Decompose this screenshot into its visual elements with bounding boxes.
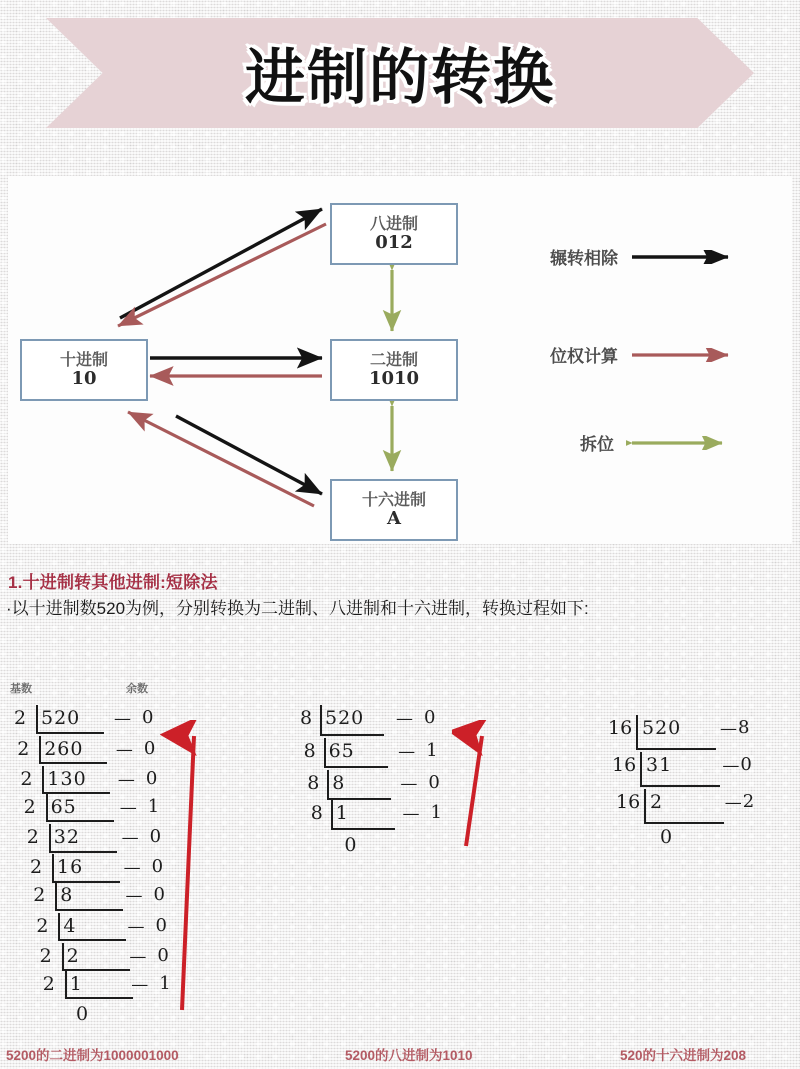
division-remainder: 0 xyxy=(155,914,167,936)
division-dash: — xyxy=(724,792,742,813)
legend-label: 拆位 xyxy=(580,435,614,455)
division-remainder: 0 xyxy=(428,771,440,793)
division-remainder: 2 xyxy=(742,790,755,812)
caption-binary-result: 5200的二进制为1000001000 xyxy=(6,1048,179,1063)
division-divisor: 16 xyxy=(608,717,633,740)
division-dash: — xyxy=(119,797,137,818)
division-dividend: 31 xyxy=(646,754,673,776)
node-label: 十进制 xyxy=(59,349,108,369)
diagram-node-hexadecimal[interactable] xyxy=(330,479,458,541)
division-dash: — xyxy=(396,709,413,730)
caption-hex-result: 520的十六进制为208 xyxy=(620,1048,747,1063)
division-remainder: 0 xyxy=(153,884,165,906)
division-divisor: 16 xyxy=(612,754,637,776)
division-dividend: 65 xyxy=(50,795,77,818)
legend-item-split-digits xyxy=(580,430,736,455)
division-dividend: 8 xyxy=(60,884,74,907)
legend-label: 辗转相除 xyxy=(550,249,618,269)
caption-octal-result: 5200的八进制为1010 xyxy=(345,1048,473,1063)
division-dividend: 130 xyxy=(47,767,87,790)
division-dividend: 8 xyxy=(332,771,346,794)
division-dash: — xyxy=(722,756,740,776)
division-dash: — xyxy=(720,719,737,740)
title-banner xyxy=(0,18,800,128)
legend-arrow-black-icon xyxy=(630,250,740,264)
column-label-base: 基数 xyxy=(10,683,32,695)
division-dividend: 4 xyxy=(63,914,77,937)
division-dividend: 520 xyxy=(325,707,365,730)
division-dash: — xyxy=(400,773,418,794)
legend-item-division xyxy=(550,244,740,269)
division-dividend: 520 xyxy=(642,717,682,740)
division-remainder: 0 xyxy=(424,707,436,729)
division-divisor: 2 xyxy=(17,737,30,760)
division-dividend: 2 xyxy=(650,790,664,813)
division-remainder: 1 xyxy=(430,801,442,823)
division-dash: — xyxy=(125,886,143,907)
legend-item-positional-weight xyxy=(550,342,740,367)
division-divisor: 8 xyxy=(307,771,320,794)
division-dash: — xyxy=(121,828,139,848)
red-up-arrow-base2-icon xyxy=(160,720,220,1020)
division-final-quotient: 0 xyxy=(344,834,357,856)
division-dividend: 16 xyxy=(57,856,84,879)
red-up-arrow-base8-icon xyxy=(452,720,512,860)
division-divisor: 2 xyxy=(20,767,33,790)
division-divisor: 2 xyxy=(26,826,39,848)
section-heading: 1.十进制转其他进制:短除法 xyxy=(8,573,218,592)
division-dash: — xyxy=(131,974,149,995)
division-remainder: 0 xyxy=(149,826,162,847)
division-dash: — xyxy=(114,709,131,730)
division-remainder: 0 xyxy=(142,707,154,729)
node-value: A xyxy=(387,507,401,529)
division-remainder: 0 xyxy=(740,754,752,775)
conversion-diagram-panel xyxy=(8,176,792,544)
division-divisor: 2 xyxy=(42,972,55,995)
division-dash: — xyxy=(115,739,133,760)
legend-arrow-green-double-icon xyxy=(626,436,736,450)
node-label: 二进制 xyxy=(369,349,418,369)
division-dividend: 260 xyxy=(44,737,84,760)
division-divisor: 8 xyxy=(300,707,313,730)
division-remainder: 0 xyxy=(143,737,156,759)
division-divisor: 2 xyxy=(23,795,36,818)
division-dash: — xyxy=(117,769,135,790)
division-dividend: 2 xyxy=(66,944,80,967)
page-title: 进制的转换 xyxy=(245,43,555,113)
diagram-node-decimal[interactable] xyxy=(20,339,148,401)
division-divisor: 8 xyxy=(303,739,316,762)
division-final-quotient: 0 xyxy=(76,1003,89,1025)
short-division-work-area xyxy=(0,700,800,1035)
division-divisor: 2 xyxy=(33,884,46,907)
node-value: 10 xyxy=(71,367,97,389)
division-dash: — xyxy=(127,916,145,937)
division-dividend: 32 xyxy=(53,826,80,848)
division-dash: — xyxy=(129,946,147,967)
diagram-node-octal[interactable] xyxy=(330,203,458,265)
division-dash: — xyxy=(402,803,420,824)
node-label: 十六进制 xyxy=(361,489,426,509)
division-remainder: 8 xyxy=(738,717,750,739)
division-divisor: 16 xyxy=(616,790,641,813)
division-remainder: 0 xyxy=(157,944,169,966)
division-dividend: 520 xyxy=(41,707,81,730)
division-remainder: 0 xyxy=(145,767,158,789)
legend-arrow-red-icon xyxy=(630,348,740,362)
division-divisor: 2 xyxy=(39,944,52,967)
division-remainder: 0 xyxy=(151,856,164,878)
division-dash: — xyxy=(123,858,141,879)
diagram-legend xyxy=(528,206,788,466)
node-label: 八进制 xyxy=(369,213,418,233)
division-dash: — xyxy=(398,741,416,762)
division-dividend: 1 xyxy=(69,972,83,995)
division-divisor: 2 xyxy=(14,707,27,730)
division-remainder: 1 xyxy=(426,739,438,761)
division-dividend: 1 xyxy=(335,801,349,824)
division-final-quotient: 0 xyxy=(660,826,673,848)
section-body-text: ·以十进制数520为例，分别转换为二进制、八进制和十六进制，转换过程如下: xyxy=(6,599,589,618)
division-divisor: 8 xyxy=(310,801,323,824)
division-divisor: 2 xyxy=(30,856,43,879)
node-value: 012 xyxy=(375,231,413,253)
diagram-node-binary[interactable] xyxy=(330,339,458,401)
node-value: 1010 xyxy=(368,367,420,389)
legend-label: 位权计算 xyxy=(550,347,618,367)
division-remainder: 1 xyxy=(147,795,160,817)
division-remainder: 1 xyxy=(159,972,171,994)
column-label-remainder: 余数 xyxy=(126,683,148,695)
division-divisor: 2 xyxy=(36,914,49,937)
division-dividend: 65 xyxy=(328,739,355,762)
